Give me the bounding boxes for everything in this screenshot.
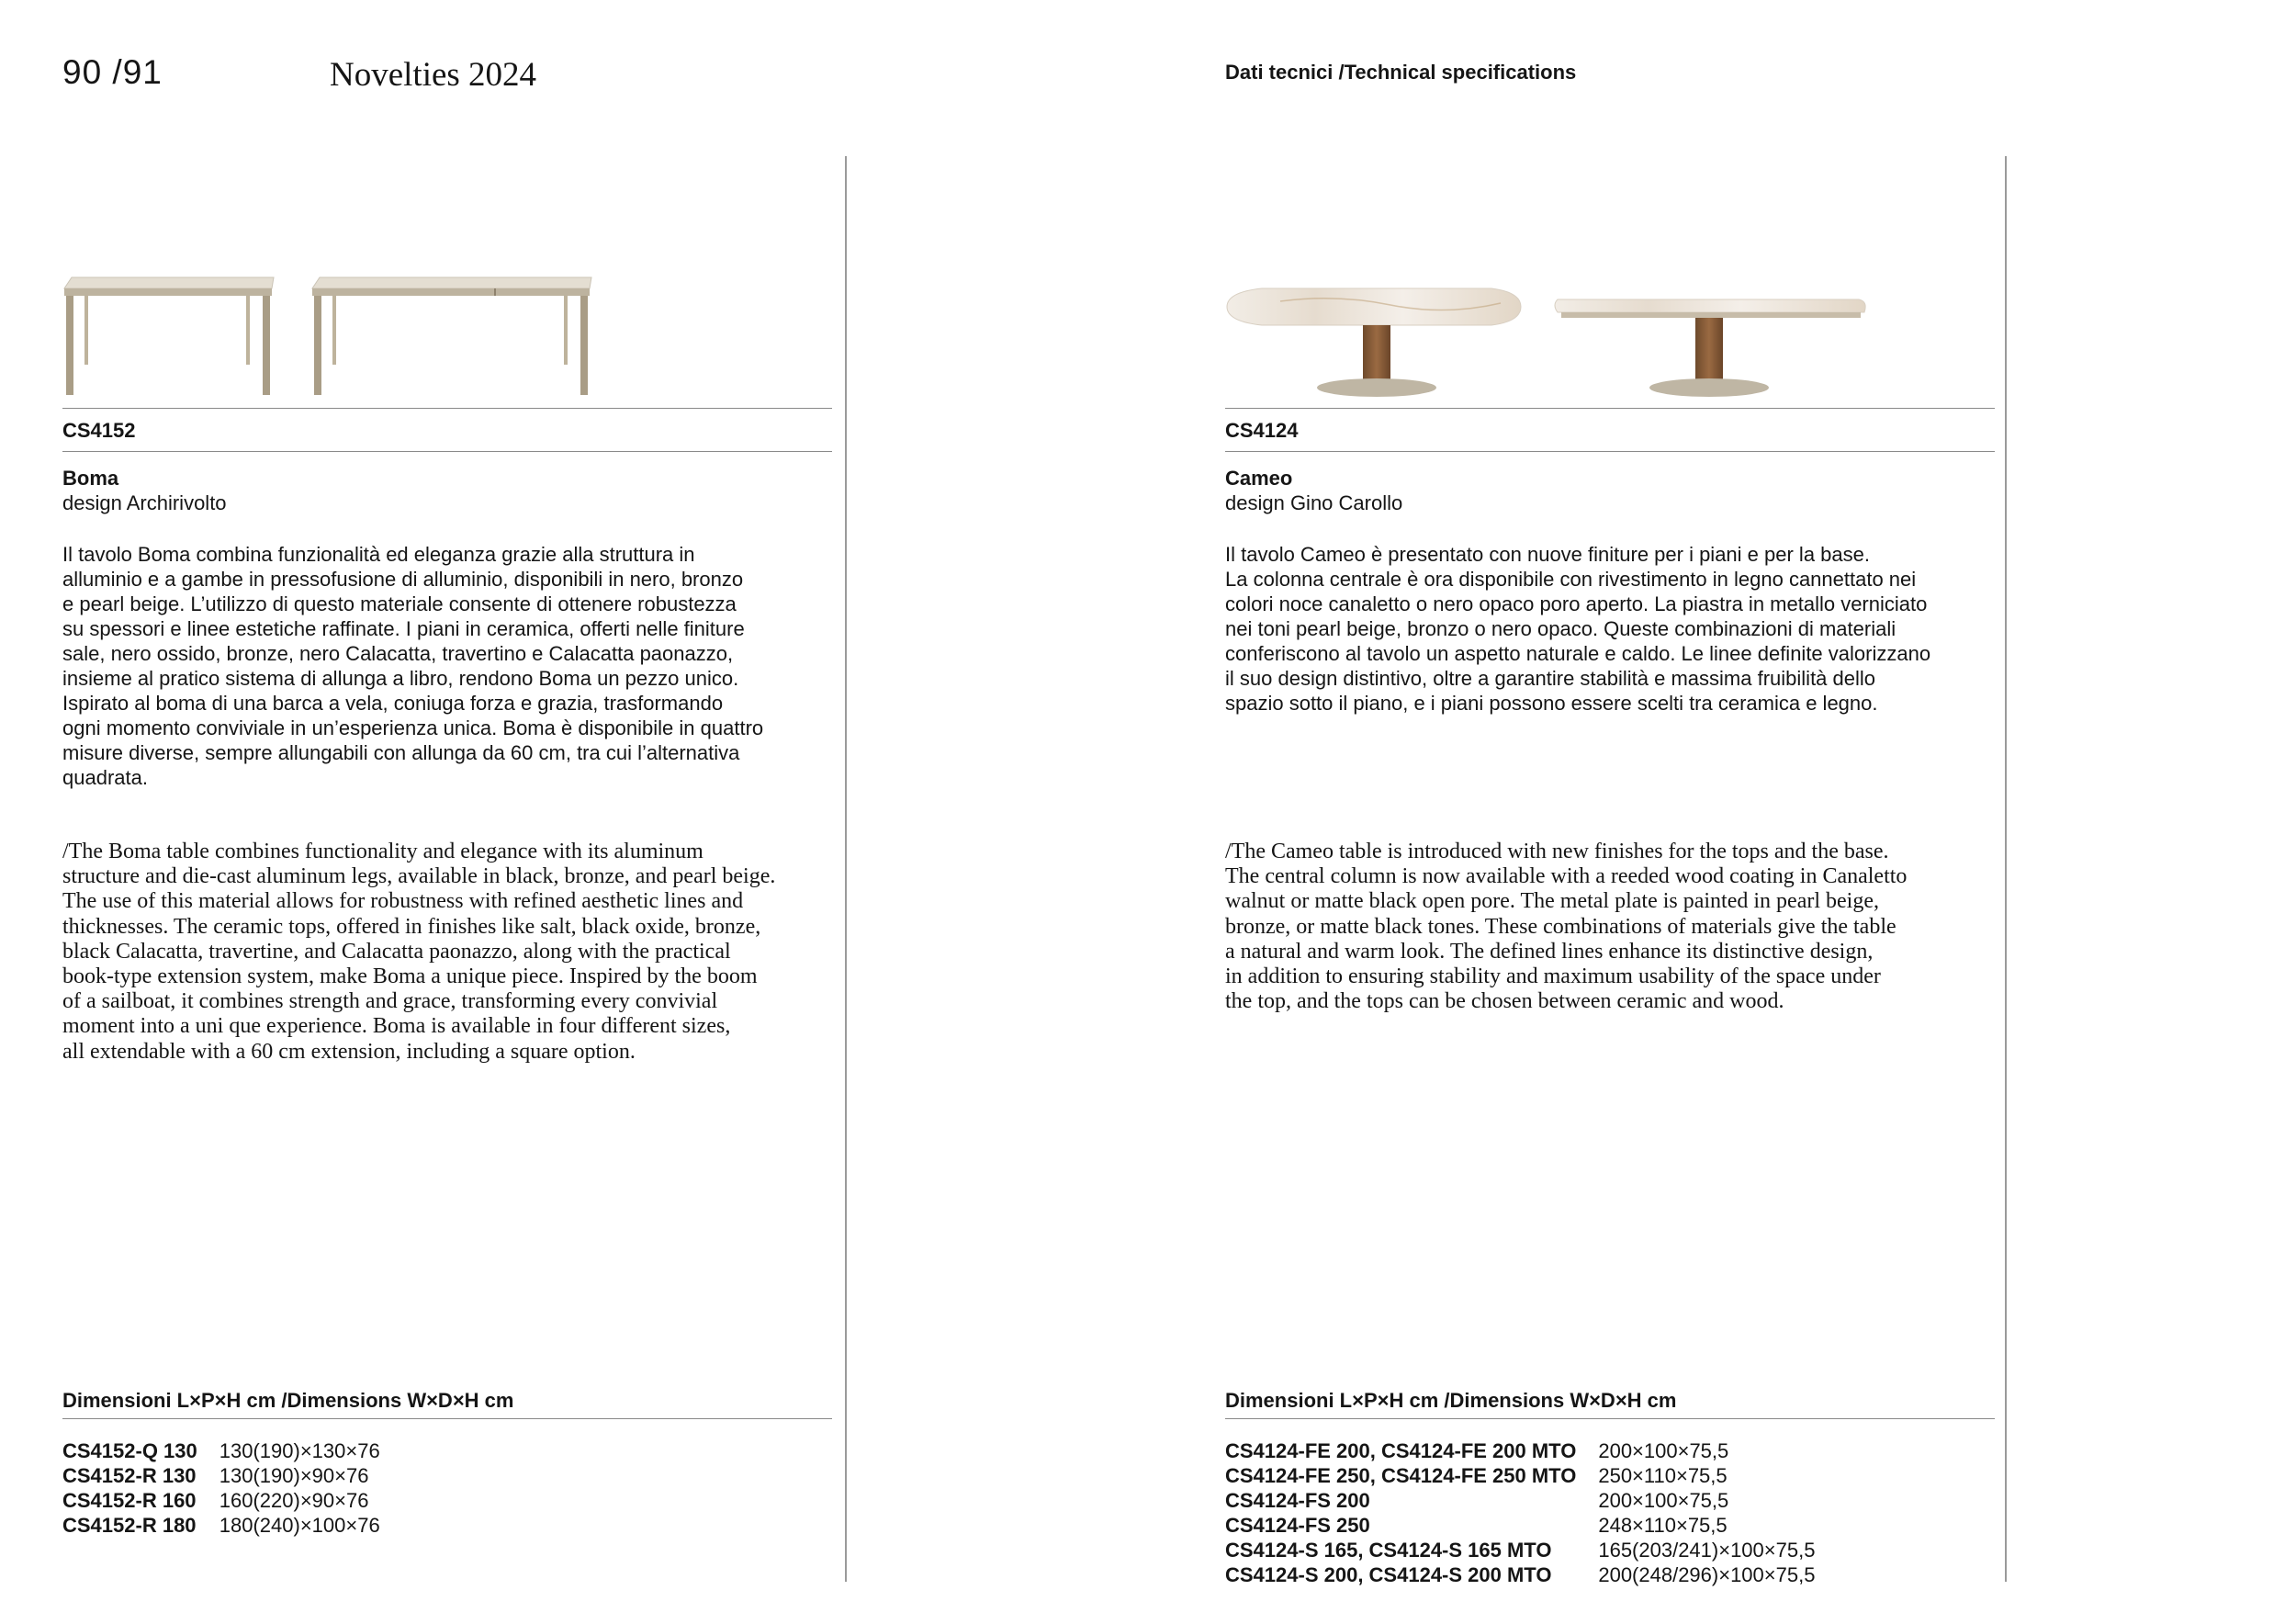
product-code: CS4152 (62, 419, 136, 442)
divider-line (1225, 1418, 1995, 1419)
dimension-code: CS4124-S 200, CS4124-S 200 MTO (1225, 1563, 1552, 1586)
page-numbers: 90 /91 (62, 53, 163, 91)
dimension-code: CS4124-FS 200 (1225, 1489, 1370, 1512)
cameo-table-image (1225, 276, 1886, 404)
product-cameo (1225, 0, 1995, 1624)
dimension-code: CS4124-FS 250 (1225, 1514, 1370, 1537)
description-english: /The Boma table combines functionality and elegance with its aluminum structure and die-cast aluminum legs, available in black, bronze, and pearl beige. The use of this material allows for robustness with refined aesthetic lines and thicknesses. The ceramic tops, offered in finishes like salt, black oxide, bronze, black Calacatta, travertine, and Calacatta paonazzo, along with the practical book-type extension system, make Boma a unique piece. Inspired by the boom of a sailboat, it combines strength and grace, transforming every convivial moment into a uni que experience. Boma is available in four different sizes, all extendable with a 60 cm extension, including a square option. (62, 840, 776, 1064)
dimensions-table (62, 1438, 380, 1538)
divider-line (62, 451, 832, 452)
divider-line (1225, 451, 1995, 452)
dimension-size: 130(190)×130×76 (219, 1439, 380, 1462)
dimension-size: 200×100×75,5 (1598, 1489, 1729, 1512)
product-code: CS4124 (1225, 419, 1299, 442)
boma-table-image (62, 276, 595, 400)
dimension-size: 130(190)×90×76 (219, 1464, 369, 1487)
product-designer: design Gino Carollo (1225, 491, 1403, 514)
table-row (62, 1438, 380, 1463)
dimension-code: CS4152-R 130 (62, 1464, 197, 1487)
table-row (1225, 1488, 1815, 1513)
dimensions-title: Dimensioni L×P×H cm /Dimensions W×D×H cm (1225, 1389, 1677, 1412)
product-designer: design Archirivolto (62, 491, 227, 514)
dimension-size: 160(220)×90×76 (219, 1489, 369, 1512)
table-row (1225, 1463, 1815, 1488)
dimension-code: CS4152-R 180 (62, 1514, 197, 1537)
product-boma (62, 0, 832, 1624)
dimension-size: 248×110×75,5 (1598, 1514, 1728, 1537)
divider-line (1225, 408, 1995, 409)
dimensions-table (1225, 1438, 1815, 1587)
description-english: /The Cameo table is introduced with new finishes for the tops and the base. The central column is now available with a reeded wood coating in Canaletto walnut or matte black open pore. The metal plate is painted in pearl beige, bronze, or matte black tones. These combinations of materials give the table a natural and warm look. The defined lines enhance its distinctive design, in addition to ensuring stability and maximum usability of the space under the top, and the tops can be chosen between ceramic and wood. (1225, 840, 1908, 1014)
column-divider (845, 156, 847, 1582)
dimension-size: 180(240)×100×76 (219, 1514, 380, 1537)
dimension-size: 250×110×75,5 (1598, 1464, 1728, 1487)
dimension-size: 200(248/296)×100×75,5 (1598, 1563, 1816, 1586)
description-italian: Il tavolo Boma combina funzionalità ed eleganza grazie alla struttura in alluminio e a gambe in pressofusione di alluminio, disponibili in nero, bronzo e pearl beige. L’utilizzo di questo materiale consente di ottenere robustezza su spessori e linee estetiche raffinate. I piani in ceramica, offerti nelle finiture sale, nero ossido, bronze, nero Calacatta, travertino e Calacatta paonazzo, insieme al pratico sistema di allunga a libro, rendono Boma un pezzo unico. Ispirato al boma di una barca a vela, coniuga forza e grazia, trasformando ogni momento conviviale in un’esperienza unica. Boma è disponibile in quattro misure diverse, sempre allungabili con allunga da 60 cm, tra cui l’alternativa quadrata. (62, 543, 764, 789)
dimension-code: CS4124-FE 250, CS4124-FE 250 MTO (1225, 1464, 1577, 1487)
section-title: Dati tecnici /Technical specifications (1225, 61, 1577, 84)
dimension-code: CS4124-S 165, CS4124-S 165 MTO (1225, 1539, 1552, 1562)
description-italian: Il tavolo Cameo è presentato con nuove finiture per i piani e per la base. La colonna centrale è ora disponibile con rivestimento in legno cannettato nei colori noce canaletto o nero opaco poro aperto. La piastra in metallo verniciato nei toni pearl beige, bronzo o nero opaco. Queste combinazioni di materiali conferiscono al tavolo un aspetto naturale e caldo. Le linee definite valorizzano il suo design distintivo, oltre a garantire stabilità e massima fruibilità dello spazio sotto il piano, e i piani possono essere scelti tra ceramica e legno. (1225, 543, 1931, 715)
column-divider (2005, 156, 2007, 1582)
divider-line (62, 1418, 832, 1419)
table-row (1225, 1538, 1815, 1562)
table-row (62, 1513, 380, 1538)
divider-line (62, 408, 832, 409)
table-row (1225, 1513, 1815, 1538)
table-row (1225, 1562, 1815, 1587)
dimensions-title: Dimensioni L×P×H cm /Dimensions W×D×H cm (62, 1389, 514, 1412)
product-name: Cameo (1225, 467, 1293, 490)
document-title: Novelties 2024 (330, 56, 537, 94)
table-row (1225, 1438, 1815, 1463)
dimension-code: CS4152-Q 130 (62, 1439, 197, 1462)
dimension-code: CS4124-FE 200, CS4124-FE 200 MTO (1225, 1439, 1577, 1462)
dimension-code: CS4152-R 160 (62, 1489, 197, 1512)
product-name: Boma (62, 467, 119, 490)
dimension-size: 165(203/241)×100×75,5 (1598, 1539, 1816, 1562)
table-row (62, 1463, 380, 1488)
dimension-size: 200×100×75,5 (1598, 1439, 1729, 1462)
table-row (62, 1488, 380, 1513)
